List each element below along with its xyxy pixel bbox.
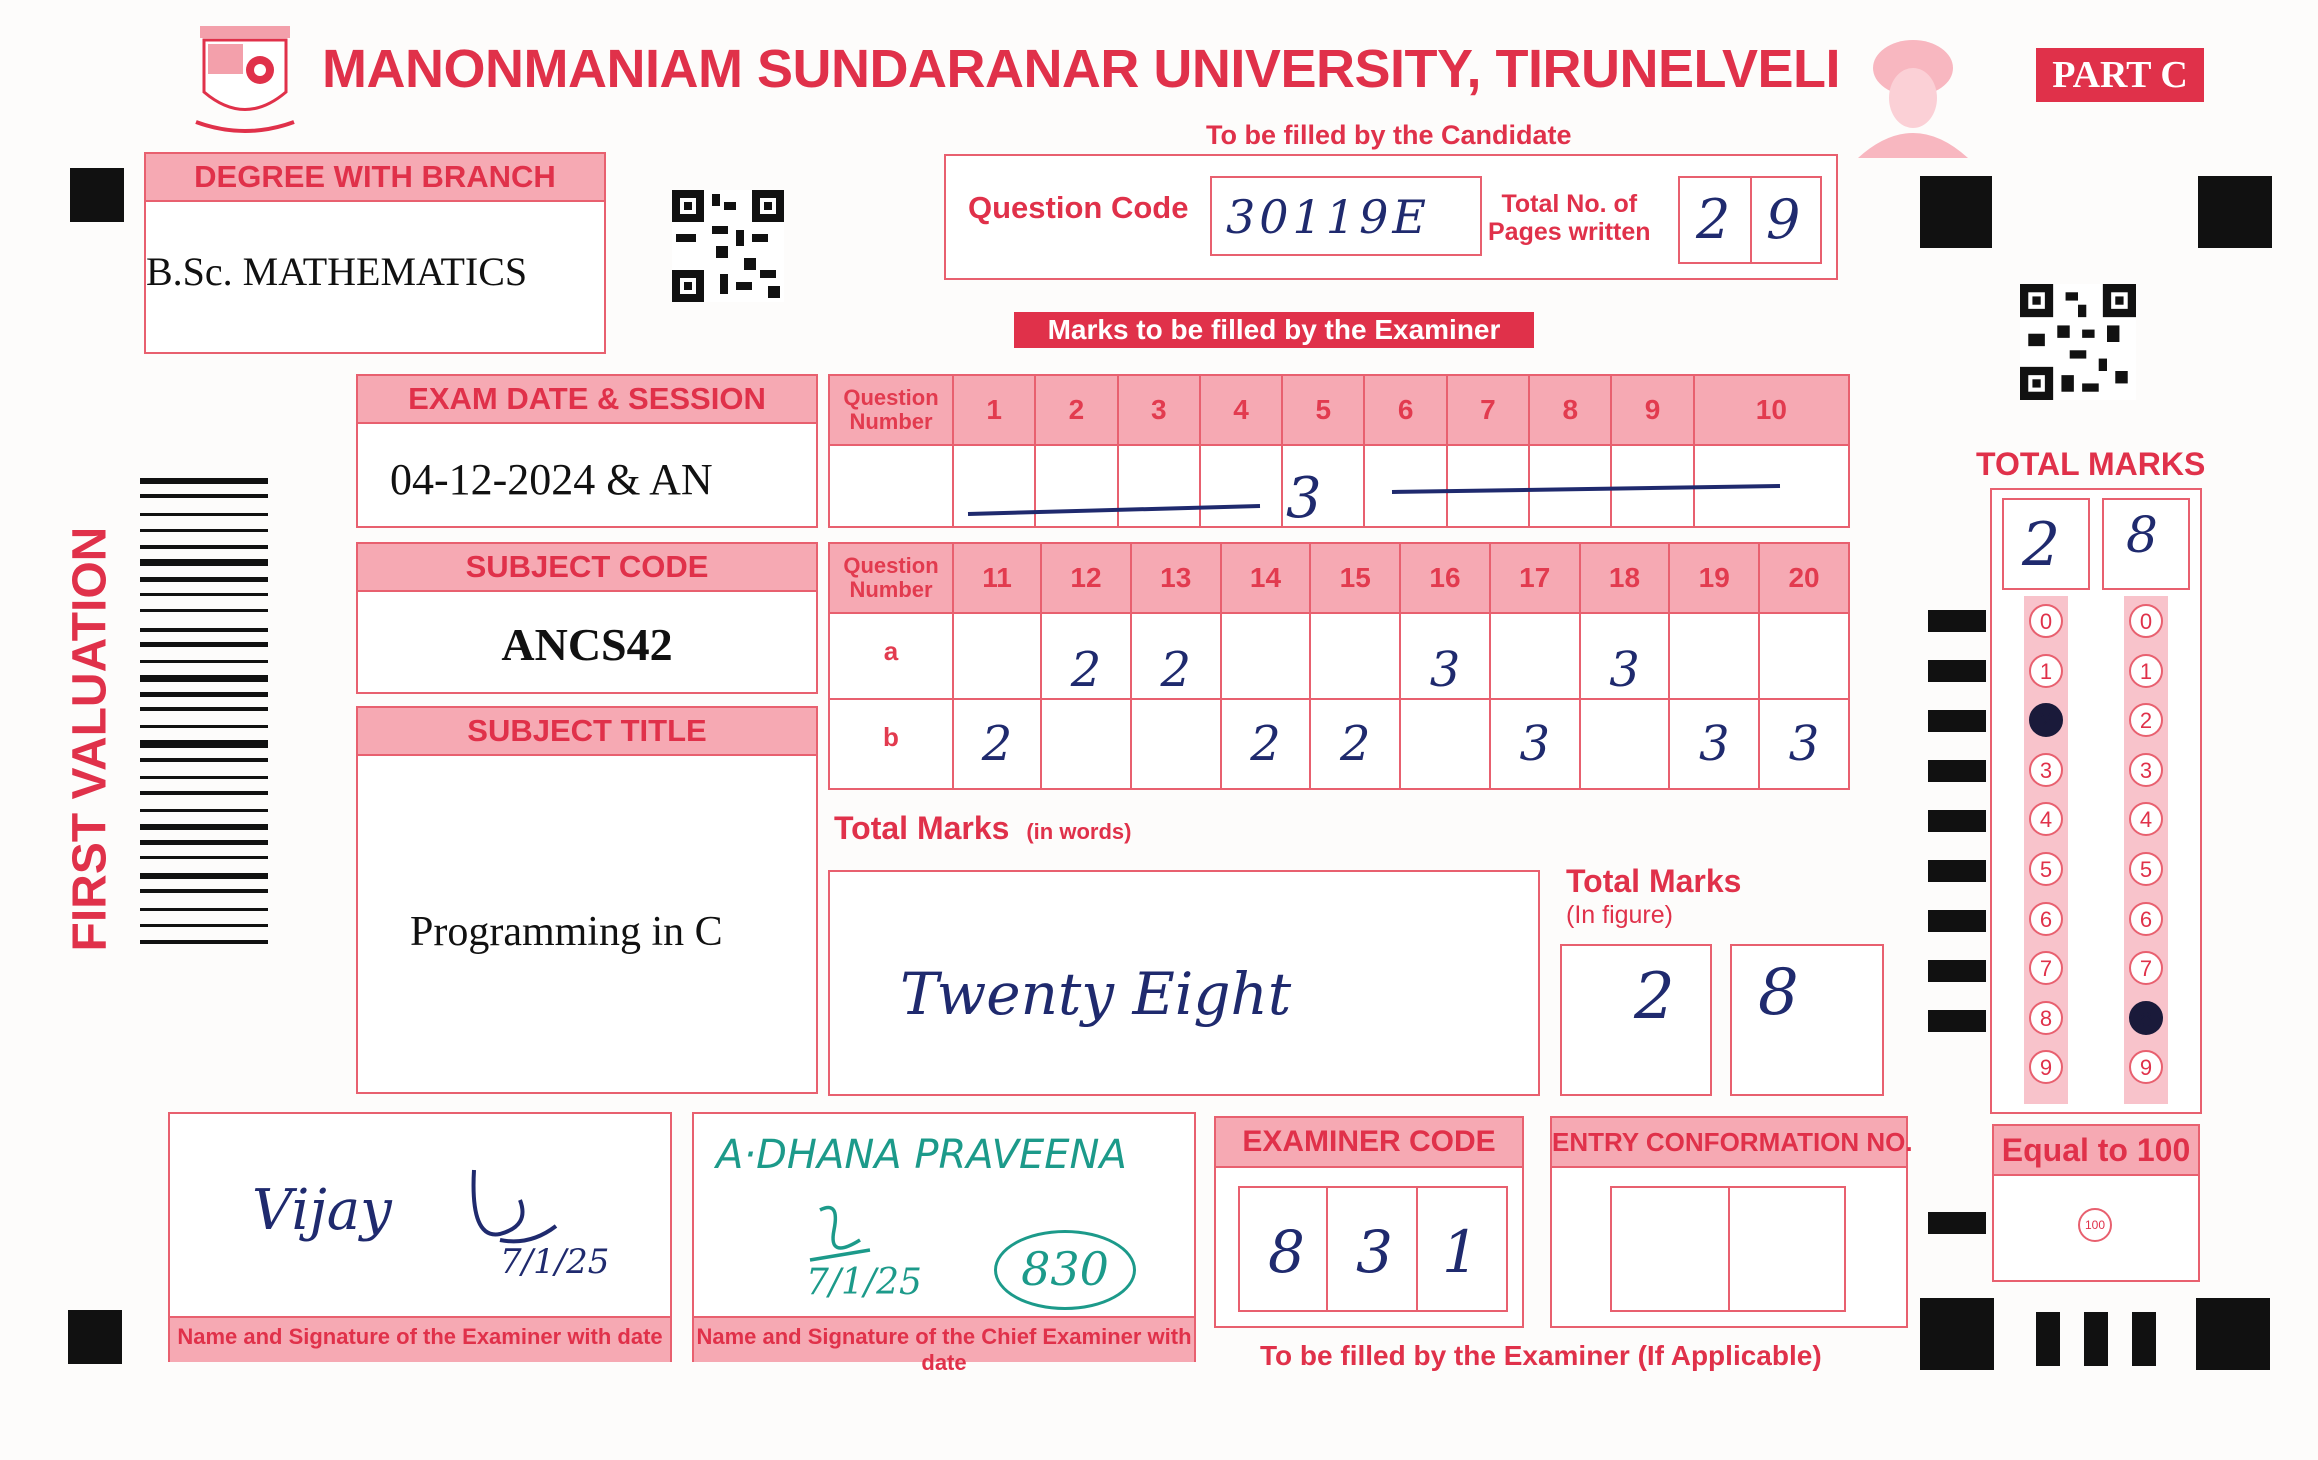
digit-bubble[interactable]: 0 [2029,604,2063,638]
barcode-bar [140,593,268,596]
digit-bubble[interactable]: 7 [2129,951,2163,985]
row-b-mark: 3 [1669,699,1759,789]
q-number: 6 [1364,375,1446,445]
barcode-bar [140,577,268,582]
q-number: 7 [1447,375,1529,445]
row-b-mark [1580,699,1670,789]
timing-mark [1928,710,1986,732]
row-b-mark: 3 [1490,699,1580,789]
question-number-header [829,375,953,445]
total-figure-tens [1560,944,1712,1096]
timing-mark [1928,860,1986,882]
chief-date: 7/1/25 [806,1262,922,1303]
pages-field [1678,176,1822,264]
barcode-bar [140,559,268,566]
exam-date-box [356,422,818,528]
examiner-date: 7/1/25 [500,1242,610,1282]
q-number: 15 [1310,543,1400,613]
registration-mark [2196,1298,2270,1370]
entry-conformation-label: ENTRY CONFORMATION NO. [1550,1116,1908,1168]
barcode-bar [140,494,268,498]
barcode-bar [140,873,268,879]
pages-label [1488,190,1651,246]
question-code-field [1210,176,1482,256]
question-code-value: 30119E [1226,190,1430,244]
barcode-bar [140,642,268,647]
right-total-digit: 2 [2022,510,2061,580]
barcode-bar [140,856,268,859]
barcode-bar [140,660,268,663]
digit-bubble[interactable]: 9 [2129,1050,2163,1084]
candidate-note: To be filled by the Candidate [1206,120,1572,150]
qr-code [2020,284,2136,400]
barcode-bar [140,478,268,484]
barcode-bar [140,692,268,697]
digit-bubble[interactable]: 6 [2129,902,2163,936]
pages-divider [1750,178,1752,262]
digit-bubble[interactable]: 8 [2029,1001,2063,1035]
row-b-mark: 2 [953,699,1041,789]
barcode-bar [140,529,268,532]
examiner-caption: Name and Signature of the Examiner with date [177,1324,663,1349]
row-a-mark [1669,613,1759,699]
barcode-bar [140,758,268,762]
timing-mark [1928,760,1986,782]
right-total-tens [2002,498,2090,590]
founder-portrait [1848,28,1978,158]
row-b-mark [1131,699,1221,789]
exam-date-label: EXAM DATE & SESSION [356,374,818,424]
total-words-box [828,870,1540,1096]
q-number: 20 [1759,543,1849,613]
subject-title-value: Programming in C [410,909,723,955]
examiner-code-digit: 1 [1442,1218,1479,1286]
barcode-bar [140,545,268,549]
question-code-label: Question Code [968,190,1189,225]
pages-digit: 9 [1766,188,1801,251]
examiner-code-digit: 3 [1356,1218,1393,1286]
q-number: 16 [1400,543,1490,613]
qr-code [672,190,784,302]
timing-mark [1928,810,1986,832]
degree-value: B.Sc. MATHEMATICS [146,249,528,294]
timing-mark [1928,610,1986,632]
question-number-header [829,543,953,613]
barcode-bar [140,791,268,795]
chief-name: A·DHANA PRAVEENA [716,1132,1127,1178]
timing-mark [1928,1010,1986,1032]
digit-bubble[interactable]: 4 [2129,802,2163,836]
examiner-signature-box [168,1112,672,1362]
digit-bubble[interactable]: 2 [2029,703,2063,737]
total-figure-label [1566,864,1741,932]
barcode-bar [140,707,268,711]
row-a-mark [1490,613,1580,699]
q-number: 18 [1580,543,1670,613]
total-figure-title: Total Marks [1566,863,1742,899]
timing-mark [1928,1212,1986,1234]
registration-mark [1920,1298,1994,1370]
q-number: 19 [1669,543,1759,613]
total-figure-units [1730,944,1884,1096]
pages-label-line2: Pages written [1488,218,1651,246]
equal-100-label: Equal to 100 [1992,1124,2200,1176]
chief-caption: Name and Signature of the Chief Examiner with date [696,1324,1192,1375]
digit-bubble[interactable]: 1 [2129,654,2163,688]
digit-bubble[interactable]: 4 [2029,802,2063,836]
row-a-mark: 2 [1041,613,1131,699]
subject-code-value: ANCS42 [501,619,673,670]
degree-box [144,200,606,354]
timing-mark [1928,960,1986,982]
marks-cell [829,445,953,527]
equal-100-box [1992,1174,2200,1282]
qn-label: Question [843,553,939,578]
code-divider [1416,1188,1418,1310]
entry-conformation-field [1610,1186,1846,1312]
timing-mark [1928,660,1986,682]
timing-mark [1928,910,1986,932]
examiner-code-field [1238,1186,1508,1312]
barcode-bar [140,725,268,728]
total-words-sub: (in words) [1026,819,1132,844]
q-number: 17 [1490,543,1580,613]
exam-date-value: 04-12-2024 & AN [390,455,713,504]
barcode [140,478,268,948]
row-b-mark [1041,699,1131,789]
registration-mark [2084,1312,2108,1366]
row-a-mark [1759,613,1849,699]
pages-label-line1: Total No. of [1501,190,1638,218]
barcode-bar [140,740,268,748]
total-words-label [834,810,1131,847]
digit-bubble[interactable]: 5 [2029,852,2063,886]
digit-bubble[interactable]: 0 [2129,604,2163,638]
barcode-bar [140,940,268,944]
marks-grid-11-20 [828,542,1850,790]
total-figure-sub: (In figure) [1566,901,1673,929]
subject-code-label: SUBJECT CODE [356,542,818,592]
qn-label: Number [849,409,933,434]
digit-bubble[interactable]: 2 [2129,703,2163,737]
part-badge: PART C [2036,48,2204,102]
applicable-note: To be filled by the Examiner (If Applicable) [1260,1340,1822,1371]
digit-bubble[interactable]: 1 [2029,654,2063,688]
digit-bubble[interactable]: 8 [2129,1001,2163,1035]
barcode-bar [140,840,268,845]
total-words-title: Total Marks [834,810,1010,846]
right-total-label: TOTAL MARKS [1976,446,2206,482]
row-b-mark: 2 [1221,699,1311,789]
subject-code-box [356,590,818,694]
chief-stamp: 830 [994,1230,1136,1310]
total-figure-digit: 8 [1758,956,1799,1030]
row-a-mark [1221,613,1311,699]
degree-label: DEGREE WITH BRANCH [144,152,606,202]
registration-mark [70,168,124,222]
barcode-bar [140,776,268,779]
q-number: 1 [953,375,1035,445]
registration-mark [1920,176,1992,248]
row-a-label: a [829,613,953,699]
right-total-digit: 8 [2126,506,2158,564]
examiner-code-digit: 8 [1268,1218,1305,1286]
row-b-mark: 3 [1759,699,1849,789]
row-a-mark: 2 [1131,613,1221,699]
barcode-bar [140,908,268,911]
examiner-name: Vijay [252,1178,392,1243]
registration-mark [2036,1312,2060,1366]
hundred-bubble[interactable]: 100 [2078,1208,2112,1242]
total-figure-digit: 2 [1634,960,1675,1034]
row1-marks-line [960,472,1790,532]
row-a-mark: 3 [1580,613,1670,699]
examiner-signature [460,1130,560,1250]
digit-bubble[interactable]: 5 [2129,852,2163,886]
registration-mark [68,1310,122,1364]
q-number: 14 [1221,543,1311,613]
qn-label: Question [843,385,939,410]
q-number: 8 [1529,375,1611,445]
q-number: 3 [1118,375,1200,445]
digit-bubble[interactable]: 9 [2029,1050,2063,1084]
q-number: 11 [953,543,1041,613]
total-words-value: Twenty Eight [900,960,1292,1028]
q-number: 5 [1282,375,1364,445]
subject-title-box [356,754,818,1094]
row-b-mark: 2 [1310,699,1400,789]
q-number: 12 [1041,543,1131,613]
barcode-bar [140,513,268,516]
row-b-mark [1400,699,1490,789]
barcode-bar [140,809,268,812]
qn-label: Number [849,577,933,602]
q-number: 4 [1200,375,1282,445]
registration-mark [2198,176,2272,248]
right-total-units [2102,498,2190,590]
registration-mark [2132,1312,2156,1366]
digit-bubble[interactable]: 3 [2029,753,2063,787]
digit-bubble[interactable]: 3 [2129,753,2163,787]
chief-signature-box [692,1112,1196,1375]
row-a-mark [1310,613,1400,699]
barcode-bar [140,824,268,830]
barcode-bar [140,889,268,893]
entry-divider [1728,1188,1730,1310]
barcode-bar [140,628,268,632]
chief-signature [790,1200,890,1270]
subject-title-label: SUBJECT TITLE [356,706,818,756]
university-title: MANONMANIAM SUNDARANAR UNIVERSITY, TIRUNELVELI [322,39,1841,99]
examiner-code-label: EXAMINER CODE [1214,1116,1524,1168]
q-number: 13 [1131,543,1221,613]
row-a-mark: 3 [1400,613,1490,699]
q-number: 2 [1035,375,1117,445]
row-a-mark [953,613,1041,699]
university-logo [190,22,300,142]
marks-banner: Marks to be filled by the Examiner [1014,312,1534,348]
q-number: 10 [1694,375,1849,445]
barcode-bar [140,609,268,612]
pages-digit: 2 [1696,188,1731,251]
q-number: 9 [1611,375,1693,445]
barcode-bar [140,924,268,927]
first-valuation-label: FIRST VALUATION [63,526,117,952]
row1-mark: 3 [1286,466,1322,531]
code-divider [1326,1188,1328,1310]
digit-bubble[interactable]: 6 [2029,902,2063,936]
row-b-label: b [829,699,953,789]
barcode-bar [140,675,268,682]
digit-bubble[interactable]: 7 [2029,951,2063,985]
